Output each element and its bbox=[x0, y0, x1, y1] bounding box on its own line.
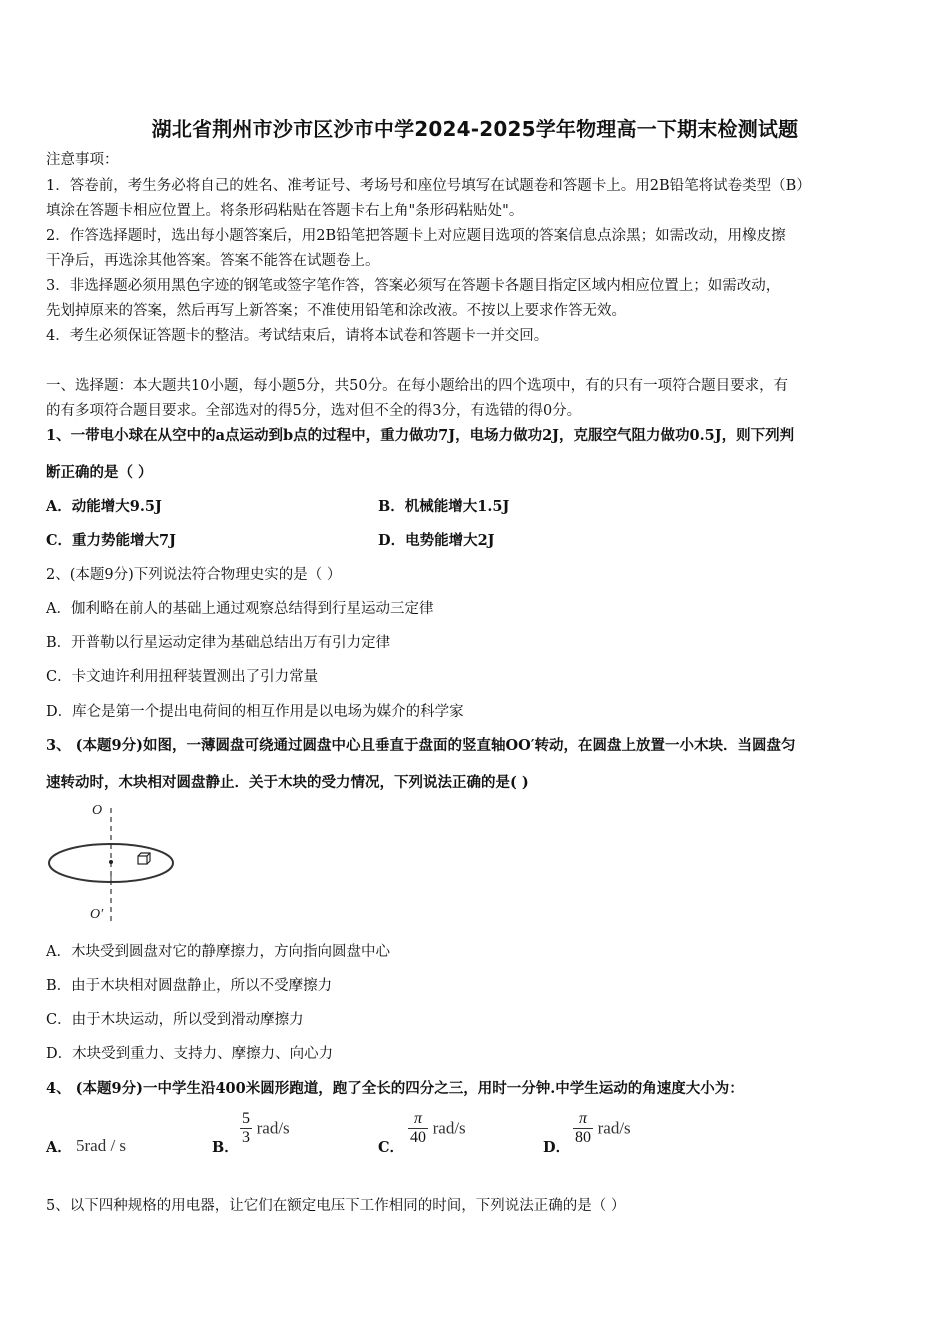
q4-option-a-value: 5rad / s bbox=[76, 1136, 127, 1155]
notice-line: 1．答卷前，考生务必将自己的姓名、准考证号、考场号和座位号填写在试题卷和答题卡上。用2B铅笔将试卷类型（B） bbox=[46, 178, 811, 194]
notice-line: 2．作答选择题时，选出每小题答案后，用2B铅笔把答题卡上对应题目选项的答案信息点涂黑；如需改动，用橡皮擦 bbox=[46, 228, 786, 244]
q2-option-d: D．库仑是第一个提出电荷间的相互作用是以电场为媒介的科学家 bbox=[46, 704, 464, 720]
wood-block bbox=[138, 853, 150, 864]
notice-line: 填涂在答题卡相应位置上。将条形码粘贴在答题卡右上角"条形码粘贴处"。 bbox=[46, 203, 524, 219]
q4-option-d-label: D． bbox=[543, 1139, 571, 1156]
q4-option-d-value: $\frac{\pi}{80}$ rad/s bbox=[575, 1110, 631, 1146]
q1-stem: 1、一带电小球在从空中的a点运动到b点的过程中，重力做功7J，电场力做功2J，克服空气阻力做功0.5J，则下列判 bbox=[46, 427, 795, 444]
section-header: 一、选择题：本大题共10小题，每小题5分，共50分。在每小题给出的四个选项中，有的只有一项符合题目要求，有 bbox=[46, 378, 789, 394]
fraction: $\frac{\pi}{80}$ bbox=[575, 1110, 591, 1146]
notice-line: 干净后，再选涂其他答案。答案不能答在试题卷上。 bbox=[46, 253, 380, 269]
q4-option-b-label: B． bbox=[212, 1139, 239, 1156]
q4-option-c-value: $\frac{\pi}{40}$ rad/s bbox=[410, 1110, 466, 1146]
page-title: 湖北省荆州市沙市区沙市中学2024-2025学年物理高一下期末检测试题 bbox=[151, 117, 799, 141]
axis-top-label: O bbox=[92, 803, 103, 818]
fraction: $\frac{5}{3}$ bbox=[242, 1110, 250, 1146]
notice-heading: 注意事项： bbox=[46, 152, 119, 168]
q1-option-d: D．电势能增大2J bbox=[378, 532, 495, 549]
section-header: 的有多项符合题目要求。全部选对的得5分，选对但不全的得3分，有选错的得0分。 bbox=[46, 403, 582, 419]
q3-option-b: B．由于木块相对圆盘静止，所以不受摩擦力 bbox=[46, 978, 333, 994]
q4-option-b-value: $\frac{5}{3}$ rad/s bbox=[242, 1110, 290, 1146]
notice-line: 4．考生必须保证答题卡的整洁。考试结束后，请将本试卷和答题卡一并交回。 bbox=[46, 328, 549, 344]
q3-option-a: A．木块受到圆盘对它的静摩擦力，方向指向圆盘中心 bbox=[46, 944, 390, 960]
q1-stem: 断正确的是（ ） bbox=[46, 464, 153, 481]
q1-option-b: B．机械能增大1.5J bbox=[378, 498, 510, 515]
q2-stem: 2、(本题9分)下列说法符合物理史实的是（ ） bbox=[46, 567, 342, 583]
q1-option-a: A．动能增大9.5J bbox=[46, 498, 162, 515]
q3-stem: 速转动时，木块相对圆盘静止．关于木块的受力情况，下列说法正确的是( ) bbox=[46, 774, 529, 791]
axis-bottom-label: O′ bbox=[90, 907, 104, 922]
q5-stem: 5、以下四种规格的用电器，让它们在额定电压下工作相同的时间，下列说法正确的是（ ） bbox=[46, 1198, 626, 1214]
notice-line: 先划掉原来的答案，然后再写上新答案；不准使用铅笔和涂改液。不按以上要求作答无效。 bbox=[46, 303, 626, 319]
q3-stem: 3、 (本题9分)如图，一薄圆盘可绕通过圆盘中心且垂直于盘面的竖直轴OO′转动，在圆盘上放置一小木块．当圆盘匀 bbox=[46, 737, 796, 754]
q2-option-c: C．卡文迪许利用扭秤装置测出了引力常量 bbox=[46, 669, 319, 685]
disk-center bbox=[109, 860, 113, 864]
q4-option-c-label: C． bbox=[378, 1139, 405, 1156]
q4-option-a-label: A． bbox=[46, 1139, 72, 1156]
q3-option-d: D．木块受到重力、支持力、摩擦力、向心力 bbox=[46, 1046, 334, 1062]
q3-option-c: C．由于木块运动，所以受到滑动摩擦力 bbox=[46, 1012, 304, 1028]
rotating-disk-figure bbox=[46, 800, 181, 925]
q1-option-c: C．重力势能增大7J bbox=[46, 532, 176, 549]
q4-stem: 4、 (本题9分)一中学生沿400米圆形跑道，跑了全长的四分之三，用时一分钟.中学生运动的角速度大小为： bbox=[46, 1080, 744, 1097]
fraction: $\frac{\pi}{40}$ bbox=[410, 1110, 426, 1146]
q2-option-a: A．伽利略在前人的基础上通过观察总结得到行星运动三定律 bbox=[46, 601, 434, 617]
q2-option-b: B．开普勒以行星运动定律为基础总结出万有引力定律 bbox=[46, 635, 391, 651]
notice-line: 3．非选择题必须用黑色字迹的钢笔或签字笔作答，答案必须写在答题卡各题目指定区域内相应位置上；如需改动， bbox=[46, 278, 781, 294]
